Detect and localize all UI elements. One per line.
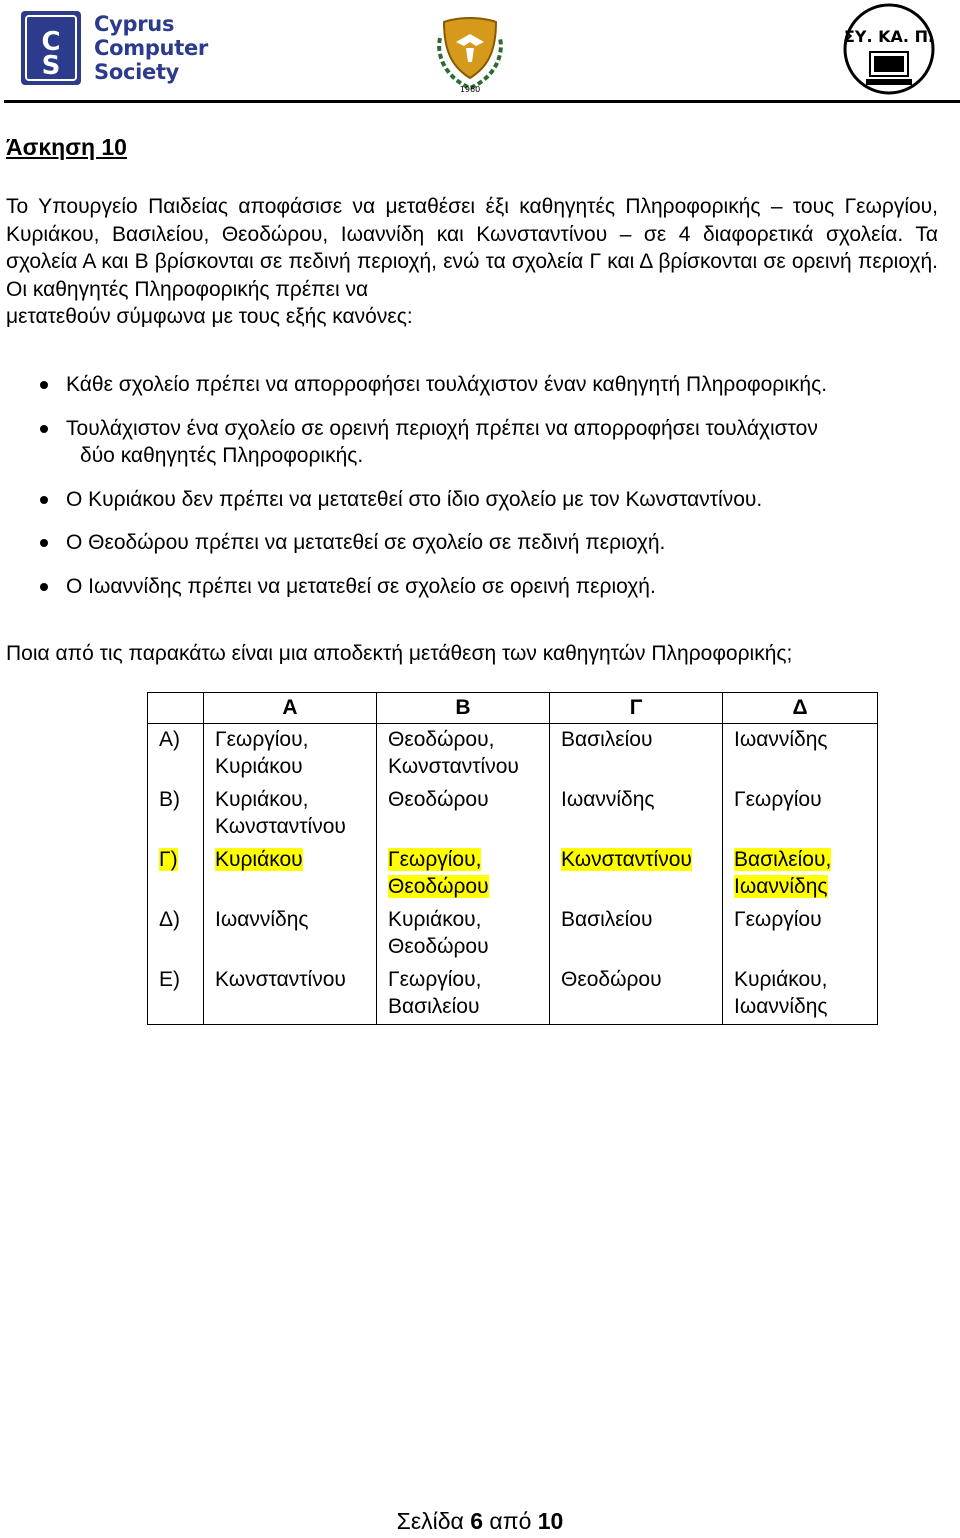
option-label: Δ)	[159, 908, 181, 931]
org-line: Cyprus	[94, 12, 175, 36]
syka-text: ΣΥ. ΚΑ. Π.	[843, 27, 935, 46]
table-header: Γ	[550, 693, 723, 724]
cell-line: Βασιλείου,	[734, 848, 832, 871]
bullet-icon	[40, 496, 48, 504]
list-item	[40, 415, 940, 470]
cell-line: Γεωργίου	[734, 908, 822, 931]
cell-line: Κωνσταντίνου	[215, 968, 346, 991]
rule-text: Κάθε σχολείο πρέπει να απορροφήσει τουλάχιστον έναν καθηγητή Πληροφορικής.	[66, 373, 828, 396]
option-label: Ε)	[159, 968, 180, 991]
bullet-icon	[40, 539, 48, 547]
cell-line: Ιωαννίδης	[215, 908, 309, 931]
footer-page-number: 6	[470, 1508, 484, 1534]
table-cell	[377, 724, 550, 785]
table-cell	[204, 844, 377, 904]
table-body	[148, 724, 878, 1025]
svg-text:C: C	[41, 27, 61, 57]
cell-line: Κωνσταντίνου	[561, 848, 692, 871]
table-cell	[550, 724, 723, 785]
footer-page-total: 10	[537, 1508, 564, 1534]
intro-paragraph	[6, 193, 938, 331]
option-label-cell	[148, 784, 204, 844]
table-cell	[377, 964, 550, 1025]
syka-logo-icon	[842, 2, 936, 96]
table-row	[148, 964, 878, 1025]
cell-line: Θεοδώρου	[388, 788, 489, 811]
bullet-icon	[40, 425, 48, 433]
option-label: Γ)	[159, 848, 178, 871]
rules-list	[40, 371, 940, 616]
cell-line: Κυριάκου,	[734, 968, 828, 991]
cell-line: Κυριάκου,	[388, 908, 482, 931]
cell-line: Γεωργίου,	[215, 728, 309, 751]
table-header-row	[148, 693, 878, 724]
cell-line: Κυριάκου	[215, 848, 303, 871]
rule-text: Ο Κυριάκου δεν πρέπει να μετατεθεί στο ίδιο σχολείο με τον Κωνσταντίνου.	[66, 487, 763, 511]
option-label: Β)	[159, 788, 180, 811]
table-cell	[204, 904, 377, 964]
cell-line: Βασιλείου	[388, 995, 480, 1018]
table-header: Δ	[723, 693, 878, 724]
option-label-cell	[148, 844, 204, 904]
table-row	[148, 904, 878, 964]
question-text: Ποια από τις παρακάτω είναι μια αποδεκτή μετάθεση των καθηγητών Πληροφορικής;	[6, 642, 793, 665]
footer-middle: από	[489, 1508, 532, 1534]
cell-line: Θεοδώρου	[388, 935, 489, 958]
table-header: Α	[204, 693, 377, 724]
svg-text:1960: 1960	[459, 85, 481, 94]
table-cell	[723, 964, 878, 1025]
table-cell	[377, 784, 550, 844]
page-footer	[0, 1508, 960, 1535]
cell-line: Θεοδώρου,	[388, 728, 495, 751]
table-cell	[550, 844, 723, 904]
cell-line: Ιωαννίδης	[734, 875, 828, 898]
cell-line: Βασιλείου	[561, 728, 653, 751]
option-label-cell	[148, 724, 204, 785]
bullet-icon	[40, 583, 48, 591]
page-header	[0, 0, 960, 104]
rule-text: Ο Θεοδώρου πρέπει να μετατεθεί σε σχολείο σε πεδινή περιοχή.	[66, 531, 666, 554]
rule-text: Τουλάχιστον ένα σχολείο σε ορεινή περιοχή πρέπει να απορροφήσει τουλάχιστον	[66, 416, 818, 440]
cell-line: Ιωαννίδης	[734, 995, 828, 1018]
cell-line: Ιωαννίδης	[734, 728, 828, 751]
list-item	[40, 573, 940, 601]
svg-text:S: S	[41, 51, 61, 81]
table-cell	[204, 784, 377, 844]
cell-line: Θεοδώρου	[388, 875, 489, 898]
list-item	[40, 371, 940, 399]
table-header: Β	[377, 693, 550, 724]
cell-line: Γεωργίου,	[388, 968, 482, 991]
footer-prefix: Σελίδα	[396, 1508, 464, 1534]
list-item	[40, 529, 940, 557]
header-rule	[4, 100, 960, 103]
cell-line: Γεωργίου	[734, 788, 822, 811]
list-item	[40, 486, 940, 514]
table-cell	[723, 844, 878, 904]
rule-text: Ο Ιωαννίδης πρέπει να μετατεθεί σε σχολείο σε ορεινή περιοχή.	[66, 574, 656, 598]
cell-line: Θεοδώρου	[561, 968, 662, 991]
cell-line: Κωνσταντίνου	[215, 815, 346, 838]
org-name	[94, 12, 208, 84]
option-label-cell	[148, 904, 204, 964]
cell-line: Κωνσταντίνου	[388, 755, 519, 778]
cell-line: Ιωαννίδης	[561, 788, 655, 811]
rule-text-cont: δύο καθηγητές Πληροφορικής.	[80, 444, 364, 467]
cell-line: Βασιλείου	[561, 908, 653, 931]
ccs-logo-icon	[20, 10, 82, 86]
bullet-icon	[40, 381, 48, 389]
cell-line: Γεωργίου,	[388, 848, 482, 871]
table-row	[148, 844, 878, 904]
table-cell	[723, 904, 878, 964]
table-cell	[550, 904, 723, 964]
table-header-corner	[148, 693, 204, 724]
org-line: Computer	[94, 36, 208, 60]
cyprus-crest-icon	[426, 8, 514, 96]
table-cell	[723, 784, 878, 844]
table-cell	[377, 844, 550, 904]
table-row	[148, 724, 878, 785]
exercise-title: Άσκηση 10	[6, 134, 127, 160]
table-cell	[723, 724, 878, 785]
table-cell	[550, 784, 723, 844]
table-cell	[204, 724, 377, 785]
option-label: Α)	[159, 728, 180, 751]
table-cell	[204, 964, 377, 1025]
table-row	[148, 784, 878, 844]
intro-text: Το Υπουργείο Παιδείας αποφάσισε να μεταθέσει έξι καθηγητές Πληροφορικής – τους Γεωργίου, Κυριάκου, Βασιλείου, Θεοδώρου, Ιωαννίδη και Κωνσταντίνου – σε 4 διαφορετικά σχολεία. Τα σχολεία Α και Β βρίσκονται σε πεδινή περιοχή, ενώ τα σχολεία Γ και Δ βρίσκονται σε ορεινή περιοχή. Οι καθηγητές Πληροφορικής πρέπει να	[6, 195, 938, 301]
options-table	[147, 692, 878, 1025]
cell-line: Κυριάκου	[215, 755, 303, 778]
option-label-cell	[148, 964, 204, 1025]
table-cell	[550, 964, 723, 1025]
table-cell	[377, 904, 550, 964]
cell-line: Κυριάκου,	[215, 788, 309, 811]
intro-text-last: μετατεθούν σύμφωνα με τους εξής κανόνες:	[6, 305, 413, 328]
org-line: Society	[94, 60, 180, 84]
